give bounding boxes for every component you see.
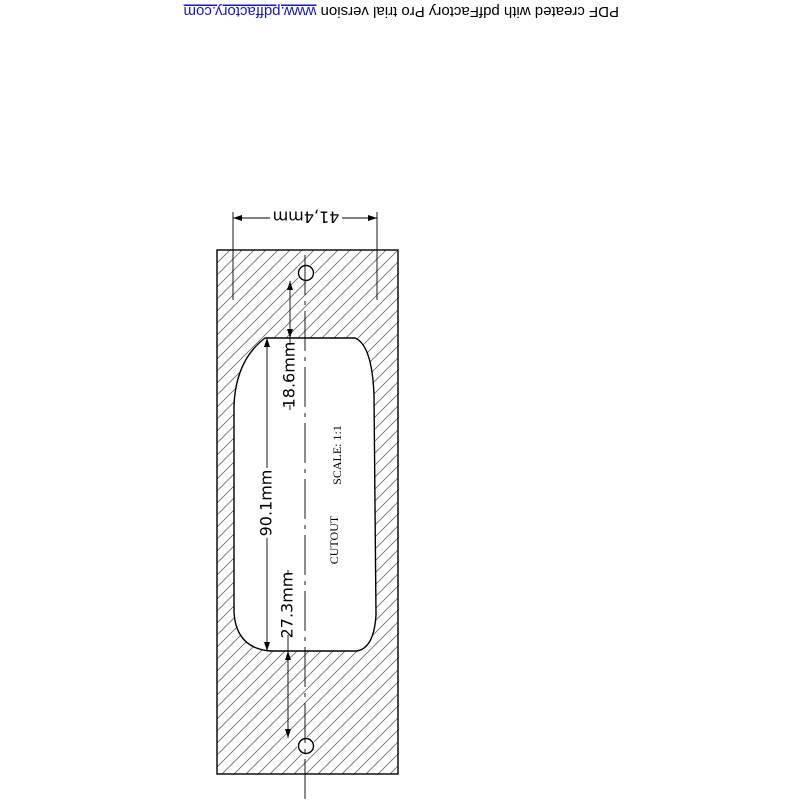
watermark-link[interactable]: www.pdffactory.com xyxy=(183,3,317,20)
watermark-banner xyxy=(184,3,619,20)
watermark-prefix: PDF created with pdfFactory Pro trial version xyxy=(316,3,619,20)
svg-text:PDF created with pdfFactory Pr xyxy=(184,3,619,20)
scale-note: SCALE: 1:1 xyxy=(329,425,344,485)
cutout-note: CUTOUT xyxy=(326,515,341,565)
cutout-length-label: 90.1mm xyxy=(256,469,276,537)
bottom-hole-backing xyxy=(297,737,315,755)
mounting-plate xyxy=(217,250,398,774)
top-offset-label: 18.6mm xyxy=(279,341,299,409)
width-dimension-label: 41,4mm xyxy=(272,207,340,227)
top-hole-backing xyxy=(297,264,315,282)
bottom-offset-label: 27.3mm xyxy=(277,571,297,639)
